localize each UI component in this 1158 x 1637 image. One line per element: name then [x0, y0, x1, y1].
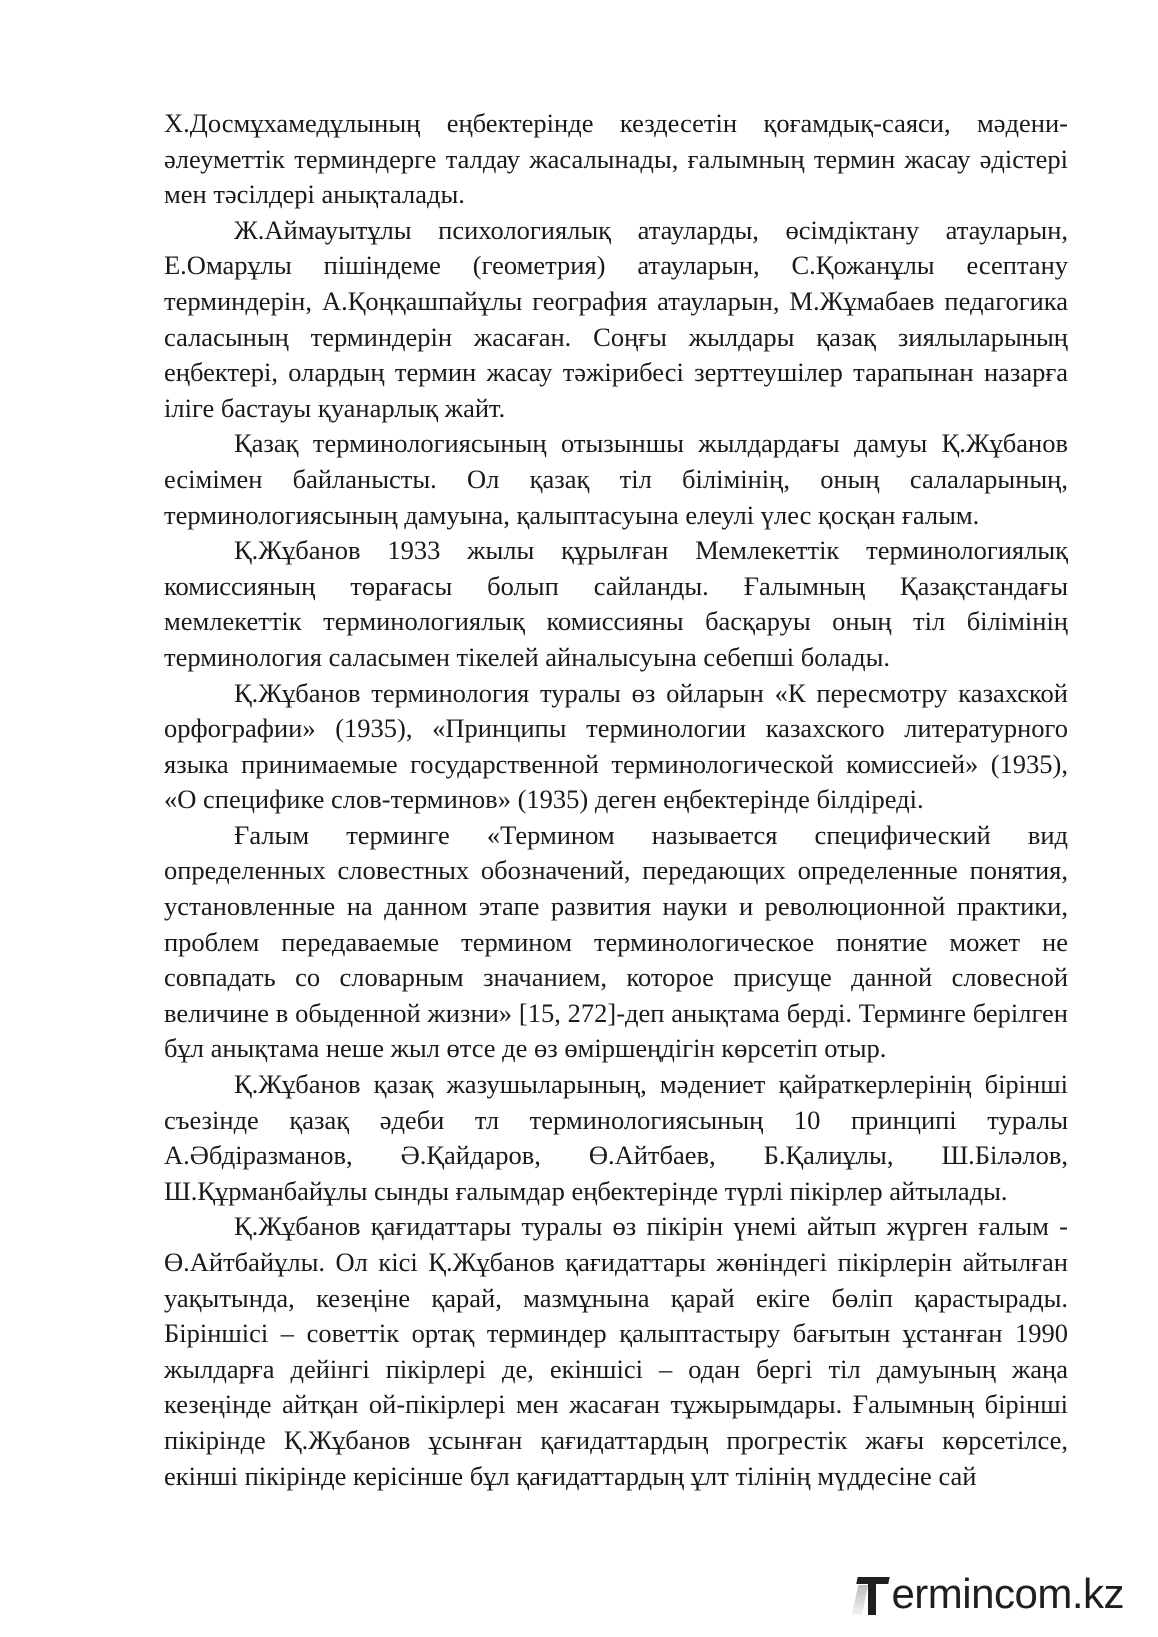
paragraph-5: Қ.Жұбанов терминология туралы өз ойларын «К пересмотру казахской орфографии» (1935), «Принципы терминологии казахского литературного языка принимаемые государственной терминологической комиссией» (1935), «О специфике слов-терминов» (1935) деген еңбектерінде білдіреді. — [164, 677, 1068, 815]
paragraph-7: Қ.Жұбанов қазақ жазушыларының, мәдениет қайраткерлерінің бірінші съезінде қазақ әдеби тл терминологиясының 10 принципі туралы А.Әбдіразманов, Ә.Қайдаров, Ө.Айтбаев, Б.Қалиұлы, Ш.Біләлов, Ш.Құрманбайұлы сынды ғалымдар еңбектерінде түрлі пікірлер айтылады. — [164, 1069, 1068, 1206]
paragraph-8: Қ.Жұбанов қағидаттары туралы өз пікірін үнемі айтып жүрген ғалым - Ө.Айтбайұлы. Ол кісі Қ.Жұбанов қағидаттары жөніндегі пікірлерін айтылған уақытында, кезеңіне қарай, мазмұнына қарай екіге бөліп қарастырады. Біріншісі – советтік ортақ терминдер қалыптастыру бағытын ұстанған 1990 жылдарға дейінгі пікірлері де, екіншісі – одан бергі тіл дамуының жаңа кезеңінде айтқан ой-пікірлері мен жасаған тұжырымдары. Ғалымның бірінші пікірінде Қ.Жұбанов ұсынған қағидаттардың прогрестік жағы көрсетілсе, екінші пікірінде керісінше бұл қағидаттардың ұлт тілінің мүддесіне сай — [164, 1211, 1068, 1491]
paragraph-1: Х.Досмұхамедұлының еңбектерінде кездесетін қоғамдық-саяси, мәдени-әлеуметтік терминдерге талдау жасалынады, ғалымның термин жасау әдістері мен тәсілдері анықталады. — [164, 108, 1068, 210]
paragraph-3: Қазақ терминологиясының отызыншы жылдардағы дамуы Қ.Жұбанов есімімен байланысты. Ол қазақ тіл білімінің, оның салаларының, терминологиясының дамуына, қалыптасуына елеулі үлес қосқан ғалым. — [164, 428, 1068, 530]
paragraph-4: Қ.Жұбанов 1933 жылы құрылған Мемлекеттік терминологиялық комиссияның төрағасы болып сайланды. Ғалымның Қазақстандағы мемлекеттік терминологиялық комиссияны басқаруы оның тіл білімінің терминология саласымен тікелей айналысуына себепші болады. — [164, 535, 1068, 672]
t-logo-icon — [855, 1571, 889, 1617]
watermark-text: ermincom.kz — [891, 1570, 1124, 1617]
document-body — [164, 106, 1068, 1494]
paragraph-2: Ж.Аймауытұлы психологиялық атауларды, өсімдіктану атауларын, Е.Омарұлы пішіндеме (геометрия) атауларын, С.Қожанұлы есептану терминдерін, А.Қоңқашпайұлы география атауларын, М.Жұмабаев педагогика саласының терминдерін жасаған. Соңғы жылдары қазақ зиялыларының еңбектері, олардың термин жасау тәжірибесі зерттеушілер тарапынан назарға іліге бастауы қуанарлық жайт. — [164, 214, 1068, 423]
termincom-watermark — [855, 1569, 1124, 1619]
paragraph-6: Ғалым терминге «Термином называется специфический вид определенных словестных обозначений, передающих определенные понятия, установленные на данном этапе развития науки и революционной практики, проблем передаваемые термином терминологическое понятие может не совпадать со словарным значанием, которое присуще данной словесной величине в обыденной жизни» [15, 272]-деп анықтама берді. Терминге берілген бұл анықтама неше жыл өтсе де өз өміршеңдігін көрсетіп отыр. — [164, 819, 1068, 1064]
